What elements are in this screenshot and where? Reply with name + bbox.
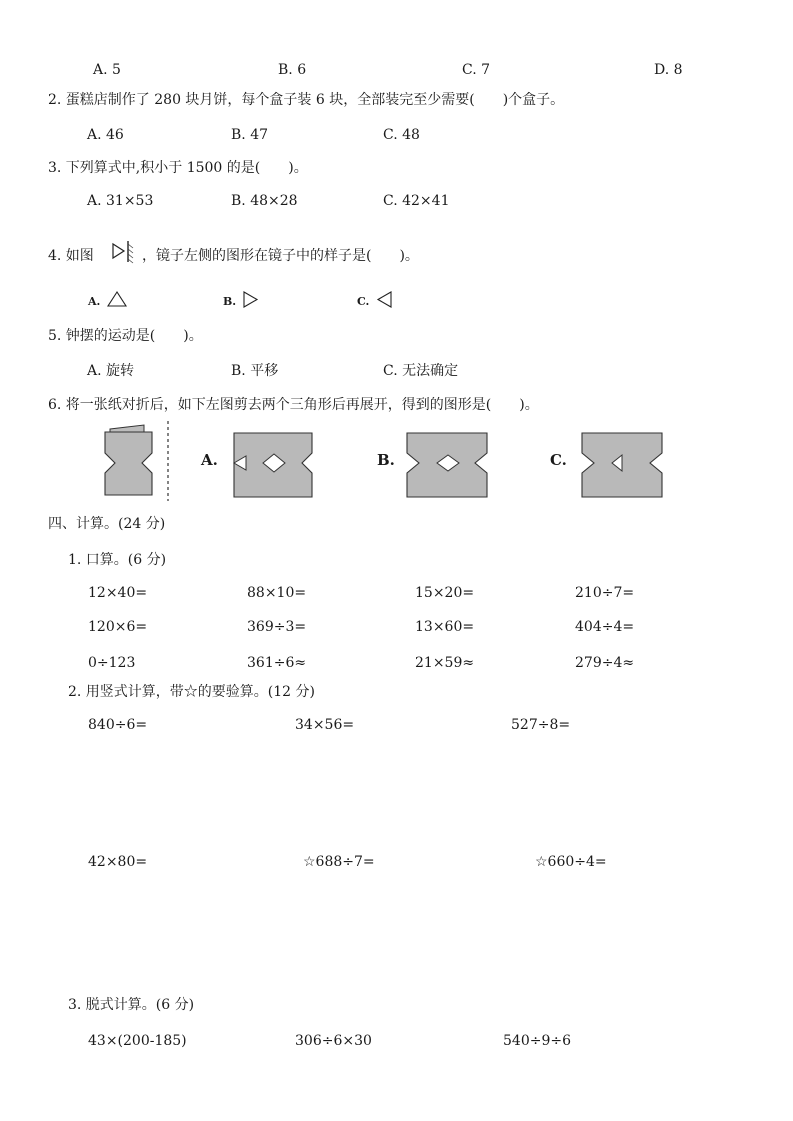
part1-title: 1. 口算。(6 分) (68, 552, 167, 568)
q2-question: 2. 蛋糕店制作了 280 块月饼，每个盒子装 6 块，全部装完至少需要( )个盒子。 (48, 92, 565, 108)
q5-option-a: A. 旋转 (87, 363, 135, 379)
unfolded-paper-option-c (580, 431, 664, 499)
vertical-calc-item: 527÷8= (511, 717, 571, 733)
q4-prefix: 4. 如图 (48, 248, 94, 264)
oral-calc-item: 15×20= (415, 585, 475, 601)
step-calc-item: 306÷6×30 (295, 1033, 372, 1049)
q1-option-d: D. 8 (654, 62, 683, 78)
q4-option-c: C. (357, 295, 370, 308)
q6-option-b: B. (377, 451, 395, 469)
q1-option-a: A. 5 (93, 62, 121, 78)
unfolded-paper-option-b (405, 431, 489, 499)
q6-option-a: A. (201, 451, 218, 469)
q3-question: 3. 下列算式中,积小于 1500 的是( )。 (48, 160, 308, 176)
oral-calc-item: 361÷6≈ (247, 655, 307, 671)
oral-calc-item: 120×6= (88, 619, 148, 635)
oral-calc-item: 88×10= (247, 585, 307, 601)
step-calc-item: 540÷9÷6 (503, 1033, 571, 1049)
vertical-calc-item: 42×80= (88, 854, 148, 870)
q3-option-a: A. 31×53 (87, 193, 154, 209)
q5-option-c: C. 无法确定 (383, 363, 459, 379)
oral-calc-item: 13×60= (415, 619, 475, 635)
q4-option-b: B. (223, 295, 237, 308)
q1-option-c: C. 7 (462, 62, 491, 78)
unfolded-paper-option-a (232, 431, 314, 499)
vertical-calc-item: ☆660÷4= (535, 854, 607, 870)
q5-option-b: B. 平移 (231, 363, 279, 379)
oral-calc-item: 404÷4= (575, 619, 635, 635)
oral-calc-item: 279÷4≈ (575, 655, 635, 671)
q2-option-c: C. 48 (383, 127, 420, 143)
part3-title: 3. 脱式计算。(6 分) (68, 997, 195, 1013)
triangle-right-icon (241, 290, 261, 310)
oral-calc-item: 369÷3= (247, 619, 307, 635)
q1-option-b: B. 6 (278, 62, 307, 78)
triangle-up-icon (106, 290, 128, 308)
q4-suffix: ，镜子左侧的图形在镜子中的样子是( )。 (142, 248, 419, 264)
q6-question: 6. 将一张纸对折后，如下左图剪去两个三角形后再展开，得到的图形是( )。 (48, 397, 539, 413)
vertical-calc-item: 34×56= (295, 717, 355, 733)
q5-question: 5. 钟摆的运动是( )。 (48, 328, 203, 344)
section-title: 四、计算。(24 分) (48, 516, 166, 532)
q6-option-c: C. (550, 451, 567, 469)
vertical-calc-item: ☆688÷7= (303, 854, 375, 870)
part2-title: 2. 用竖式计算，带☆的要验算。(12 分) (68, 684, 315, 700)
q3-option-c: C. 42×41 (383, 193, 450, 209)
oral-calc-item: 12×40= (88, 585, 148, 601)
oral-calc-item: 210÷7= (575, 585, 635, 601)
q2-option-a: A. 46 (87, 127, 124, 143)
step-calc-item: 43×(200-185) (88, 1033, 187, 1049)
oral-calc-item: 21×59≈ (415, 655, 475, 671)
oral-calc-item: 0÷123 (88, 655, 136, 671)
triangle-left-icon (375, 290, 395, 310)
vertical-calc-item: 840÷6= (88, 717, 148, 733)
q4-option-a: A. (88, 295, 101, 308)
folded-paper-figure (100, 421, 176, 501)
q3-option-b: B. 48×28 (231, 193, 298, 209)
mirror-triangle-figure (110, 240, 138, 266)
q2-option-b: B. 47 (231, 127, 269, 143)
